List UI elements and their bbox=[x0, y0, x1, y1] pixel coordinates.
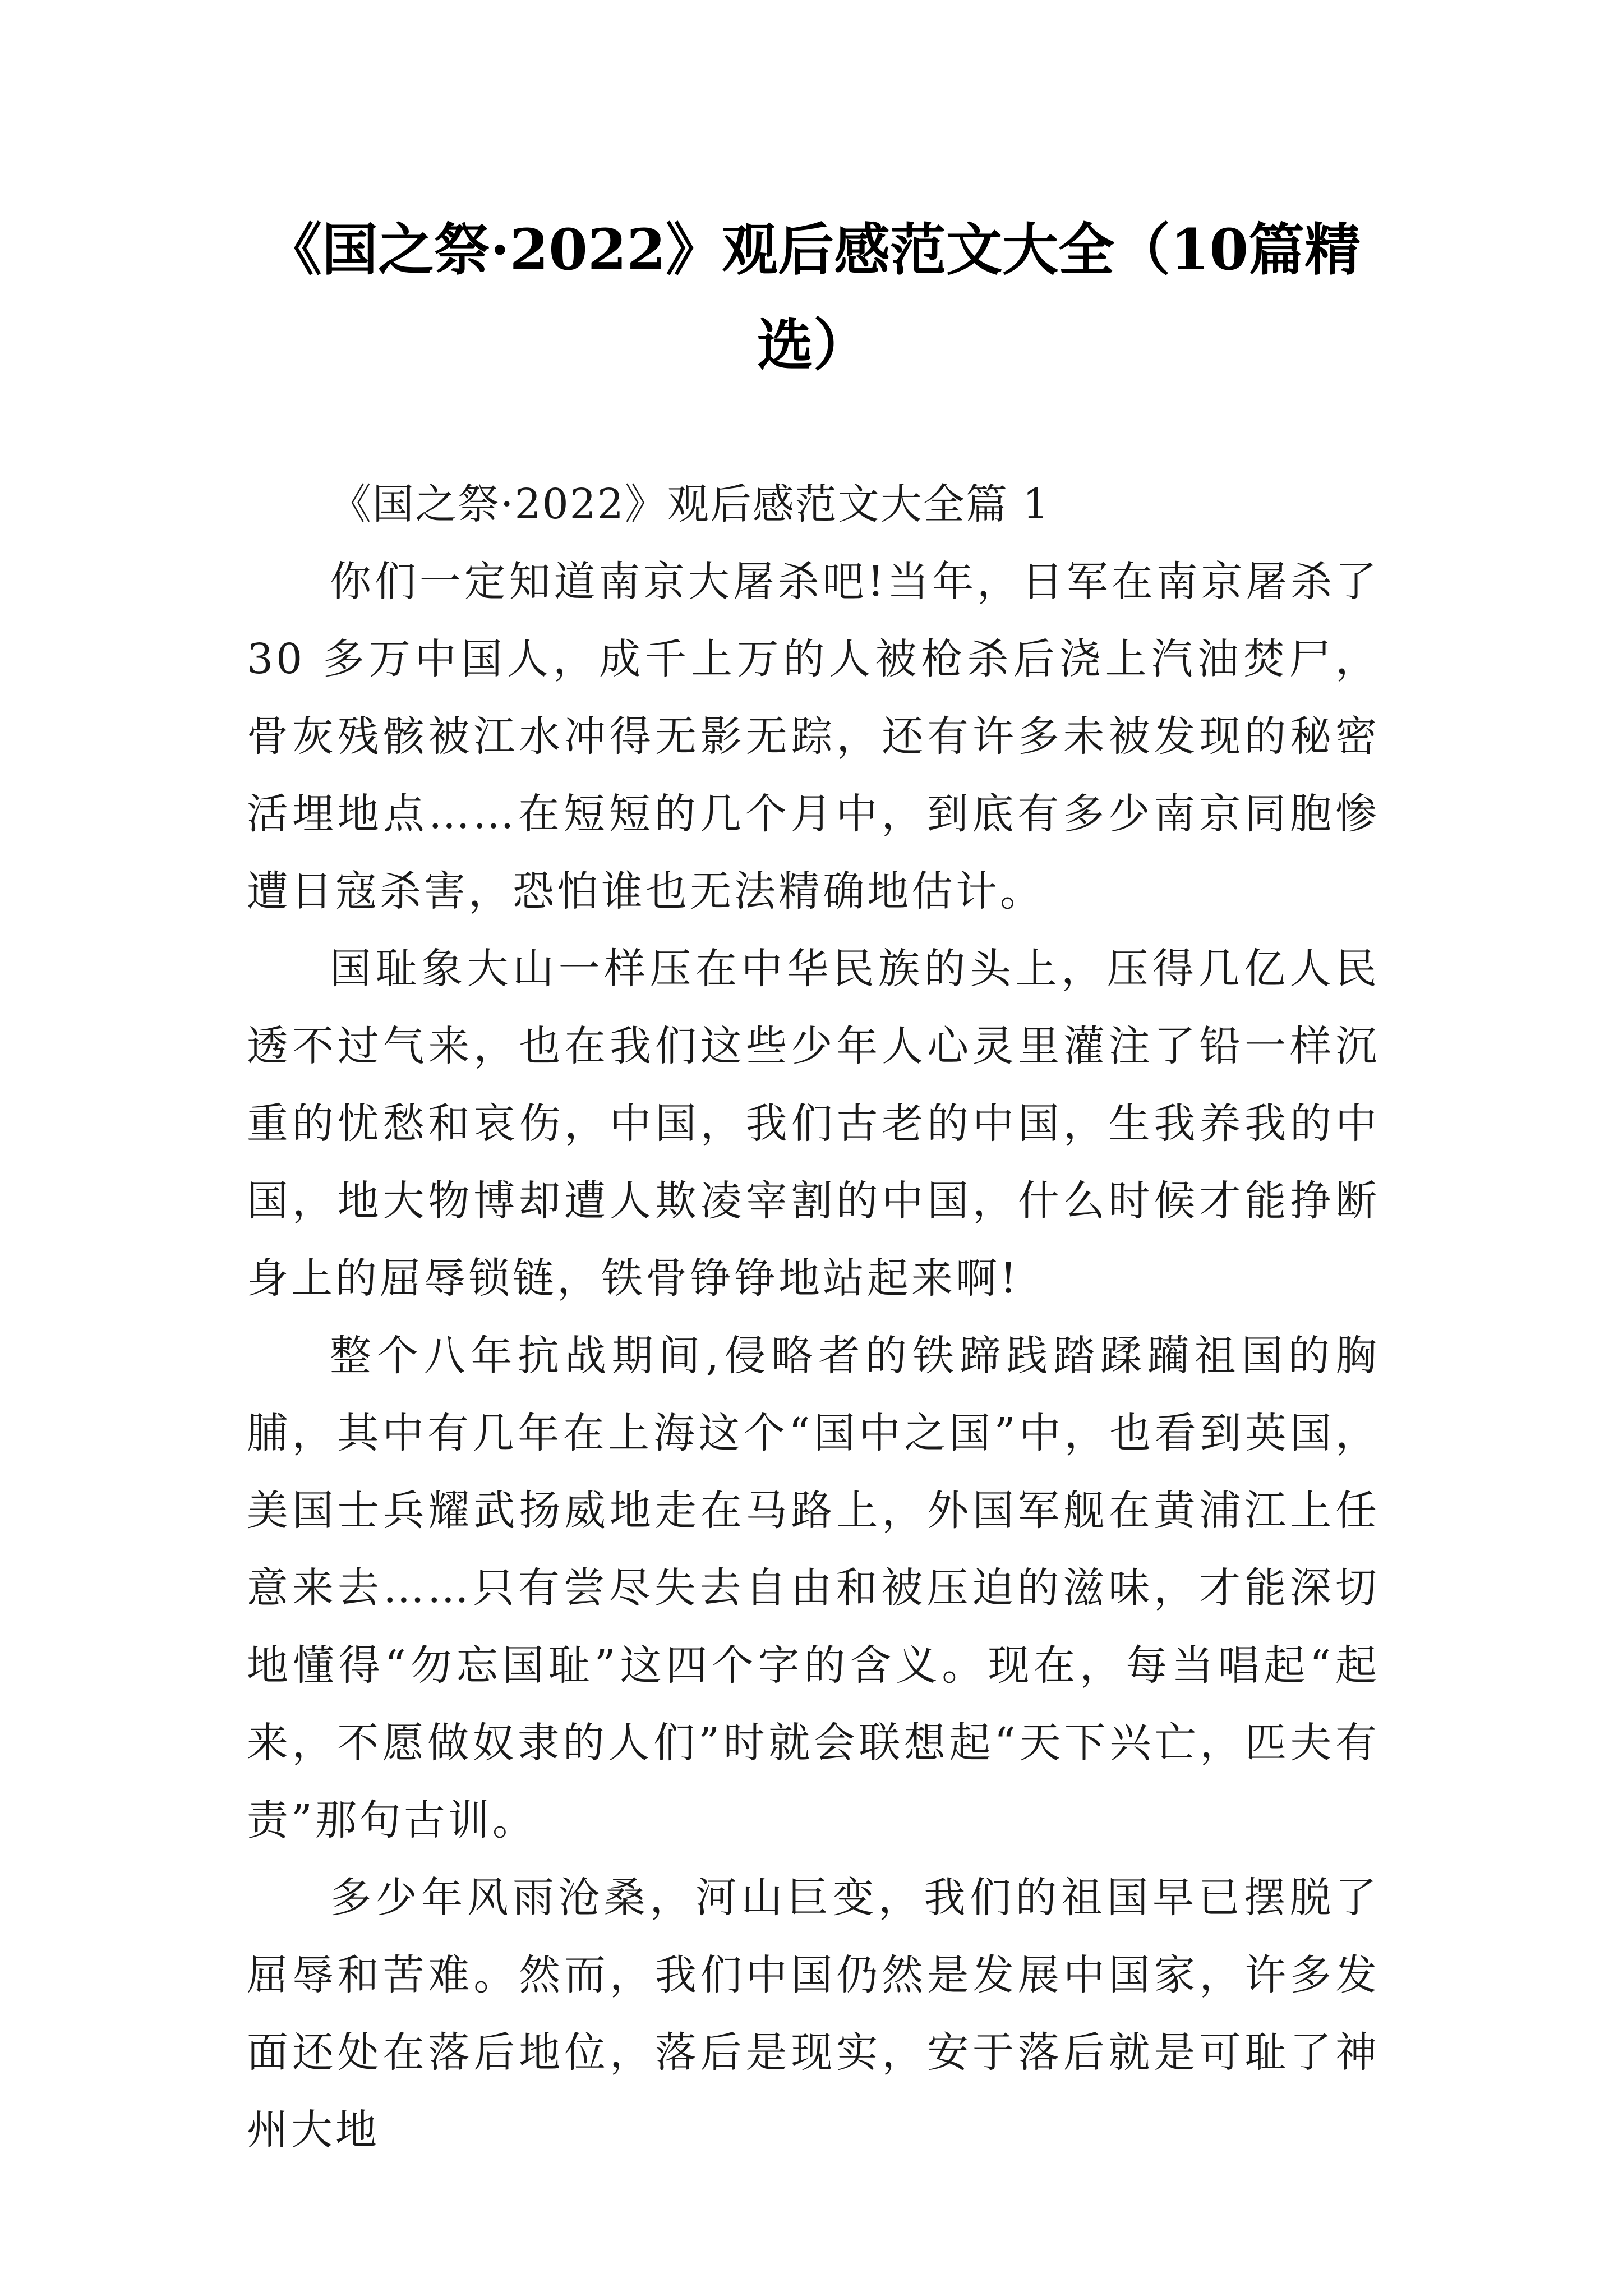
section-heading: 《国之祭·2022》观后感范文大全篇 1 bbox=[330, 480, 1050, 528]
document-body bbox=[247, 466, 1380, 2169]
paragraph: 你们一定知道南京大屠杀吧!当年，日军在南京屠杀了 30 多万中国人，成千上万的人被枪杀后浇上汽油焚尸，骨灰残骸被江水冲得无影无踪，还有许多未被发现的秘密活埋地点……在短短的几个月中，到底有多少南京同胞惨遭日寇杀害，恐怕谁也无法精确地估计。 bbox=[247, 558, 1380, 915]
paragraph: 多少年风雨沧桑，河山巨变，我们的祖国早已摆脱了屈辱和苦难。然而，我们中国仍然是发展中国家，许多发面还处在落后地位，落后是现实，安于落后就是可耻了神州大地 bbox=[247, 1874, 1380, 2154]
paragraph: 国耻象大山一样压在中华民族的头上，压得几亿人民透不过气来，也在我们这些少年人心灵里灌注了铅一样沉重的忧愁和哀伤，中国，我们古老的中国，生我养我的中国，地大物博却遭人欺凌宰割的中国，什么时候才能挣断身上的屈辱锁链，铁骨铮铮地站起来啊! bbox=[247, 945, 1380, 1303]
document-title: 《国之祭·2022》观后感范文大全（10篇精选） bbox=[265, 217, 1361, 378]
paragraph: 整个八年抗战期间,侵略者的铁蹄践踏蹂躏祖国的胸脯，其中有几年在上海这个“国中之国”中，也看到英国，美国士兵耀武扬威地走在马路上，外国军舰在黄浦江上任意来去……只有尝尽失去自由和被压迫的滋味，才能深切地懂得“勿忘国耻”这四个字的含义。现在，每当唱起“起来，不愿做奴隶的人们”时就会联想起“天下兴亡，匹夫有责”那句古训。 bbox=[247, 1332, 1380, 1844]
